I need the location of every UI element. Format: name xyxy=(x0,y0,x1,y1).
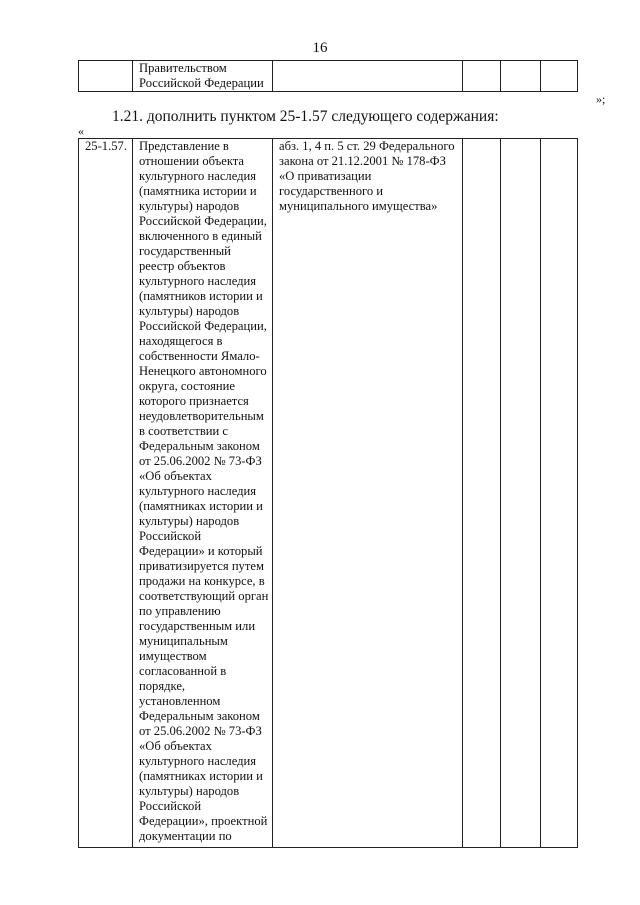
text-line: (памятниках истории и xyxy=(139,499,263,513)
table-row xyxy=(79,139,578,848)
text-line: Представление в xyxy=(139,139,229,153)
text-line: государственного и xyxy=(279,184,384,198)
text-line: установленном xyxy=(139,694,221,708)
text-line: культурного наследия xyxy=(139,169,257,183)
table-cell-description xyxy=(133,139,273,848)
table-cell-empty xyxy=(501,139,541,848)
table-cell-basis xyxy=(273,61,463,92)
text-line: продажи на конкурсе, в xyxy=(139,574,265,588)
item-number: 25-1.57. xyxy=(85,139,127,153)
closing-quote: »; xyxy=(596,92,606,106)
table-row xyxy=(79,61,578,92)
text-line: культурного наследия xyxy=(139,274,257,288)
text-line: порядке, xyxy=(139,679,186,693)
table-cell-basis xyxy=(273,139,463,848)
page-number: 16 xyxy=(312,40,328,56)
text-line: культурного наследия xyxy=(139,484,257,498)
text-line: культуры) народов xyxy=(139,784,240,798)
text-line: Правительством xyxy=(139,61,227,75)
amendment-instruction: 1.21. дополнить пунктом 25-1.57 следующего содержания: xyxy=(112,108,499,125)
text-line: имуществом xyxy=(139,649,207,663)
table-cell-empty xyxy=(541,139,578,848)
table-cell-number xyxy=(79,139,133,848)
opening-quote: « xyxy=(78,124,84,138)
text-line: культурного наследия xyxy=(139,754,257,768)
text-line: согласованной в xyxy=(139,664,227,678)
text-line: которого признается xyxy=(139,394,249,408)
text-line: муниципального имущества» xyxy=(279,199,438,213)
text-line: Российской xyxy=(139,529,202,543)
text-line: соответствующий орган xyxy=(139,589,269,603)
text-line: от 25.06.2002 № 73-ФЗ xyxy=(139,724,262,738)
text-line: закона от 21.12.2001 № 178-ФЗ xyxy=(279,154,446,168)
text-line: отношении объекта xyxy=(139,154,245,168)
table-cell-description xyxy=(133,61,273,92)
text-line: культуры) народов xyxy=(139,514,240,528)
text-line: культуры) народов xyxy=(139,304,240,318)
text-line: собственности Ямало- xyxy=(139,349,260,363)
text-line: государственным или xyxy=(139,619,256,633)
text-line: неудовлетворительным xyxy=(139,409,264,423)
text-line: документации по xyxy=(139,829,232,843)
text-line: в соответствии с xyxy=(139,424,228,438)
text-line: Российской Федерации, xyxy=(139,319,267,333)
text-line: «Об объектах xyxy=(139,469,212,483)
text-line: Ненецкого автономного xyxy=(139,364,267,378)
text-line: приватизируется путем xyxy=(139,559,264,573)
text-line: Федерации» и который xyxy=(139,544,263,558)
text-line: включенного в единый xyxy=(139,229,262,243)
table-cell-number xyxy=(79,61,133,92)
text-line: Российской Федерации, xyxy=(139,214,267,228)
text-line: Федеральным законом xyxy=(139,439,260,453)
text-line: от 25.06.2002 № 73-ФЗ xyxy=(139,454,262,468)
text-line: (памятников истории и xyxy=(139,289,263,303)
text-line: (памятниках истории и xyxy=(139,769,263,783)
text-line: государственный xyxy=(139,244,231,258)
table-cell-empty xyxy=(463,61,501,92)
table-cell-empty xyxy=(541,61,578,92)
text-line: Российской Федерации xyxy=(139,76,264,90)
top-table-fragment xyxy=(78,60,578,92)
text-line: абз. 1, 4 п. 5 ст. 29 Федерального xyxy=(279,139,455,153)
table-cell-empty xyxy=(463,139,501,848)
text-line: по управлению xyxy=(139,604,221,618)
text-line: Российской xyxy=(139,799,202,813)
table-cell-empty xyxy=(501,61,541,92)
text-line: округа, состояние xyxy=(139,379,235,393)
text-line: «О приватизации xyxy=(279,169,372,183)
text-line: Федерации», проектной xyxy=(139,814,268,828)
amendment-table xyxy=(78,138,578,848)
text-line: (памятника истории и xyxy=(139,184,257,198)
text-line: «Об объектах xyxy=(139,739,212,753)
text-line: реестр объектов xyxy=(139,259,226,273)
text-line: муниципальным xyxy=(139,634,228,648)
text-line: культуры) народов xyxy=(139,199,240,213)
text-line: Федеральным законом xyxy=(139,709,260,723)
text-line: находящегося в xyxy=(139,334,223,348)
